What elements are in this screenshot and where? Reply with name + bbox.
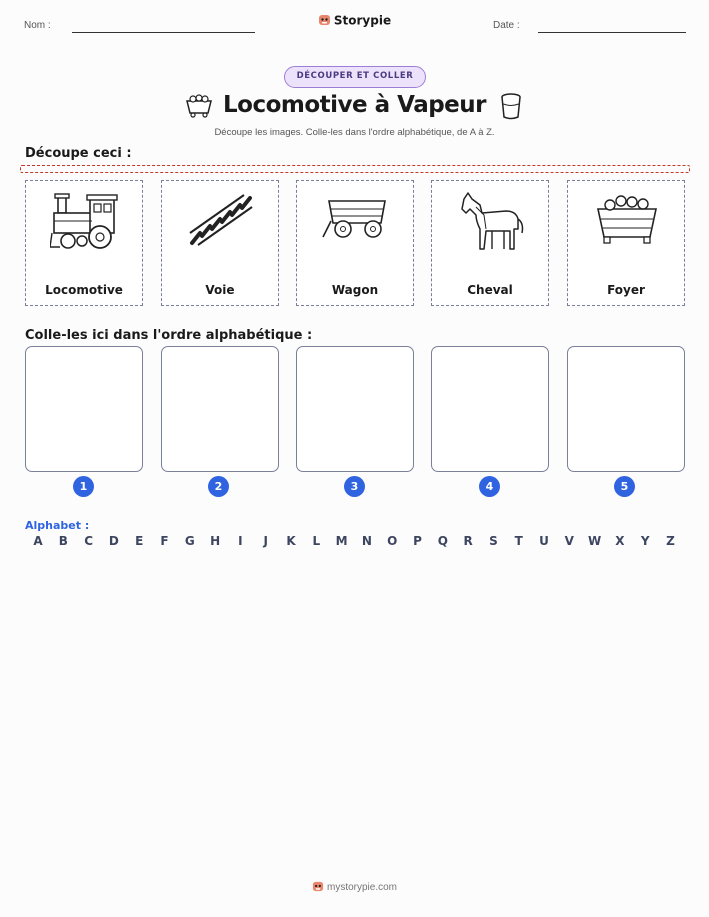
alphabet-letter: X xyxy=(615,534,625,548)
rail-track-icon xyxy=(186,189,256,253)
alphabet-letter: O xyxy=(387,534,398,548)
alphabet-letter: T xyxy=(514,534,523,548)
alphabet-letter: D xyxy=(108,534,119,548)
alphabet-letter: N xyxy=(361,534,372,548)
alphabet-letter: F xyxy=(160,534,169,548)
alphabet-letter: B xyxy=(58,534,68,548)
alphabet-letter: I xyxy=(238,534,243,548)
cut-card-wagon[interactable] xyxy=(296,180,414,306)
number-badge: 4 xyxy=(479,476,500,497)
alphabet-letter: Q xyxy=(437,534,448,548)
alphabet-letter: M xyxy=(335,534,348,548)
paste-box-3[interactable] xyxy=(296,346,414,472)
brand xyxy=(0,13,709,29)
card-label: Foyer xyxy=(607,283,645,297)
brand-name: Storypie xyxy=(333,13,392,28)
number-badge: 3 xyxy=(344,476,365,497)
alphabet-letter: C xyxy=(84,534,93,548)
locomotive-icon xyxy=(50,189,120,253)
alphabet-letter: Z xyxy=(666,534,675,548)
card-label: Locomotive xyxy=(45,283,123,297)
number-badge: 5 xyxy=(614,476,635,497)
alphabet-letter: S xyxy=(489,534,498,548)
alphabet-letter: J xyxy=(263,534,268,548)
horse-icon xyxy=(456,189,526,253)
paste-box-2[interactable] xyxy=(161,346,279,472)
paste-section-heading: Colle-les ici dans l'ordre alphabétique : xyxy=(25,328,313,343)
alphabet-letter: K xyxy=(286,534,296,548)
footer xyxy=(0,880,709,895)
date-line[interactable] xyxy=(538,32,686,33)
name-label: Nom : xyxy=(24,20,51,31)
paste-box-1[interactable] xyxy=(25,346,143,472)
date-label: Date : xyxy=(493,20,520,31)
cut-card-locomotive[interactable] xyxy=(25,180,143,306)
paste-box-5[interactable] xyxy=(567,346,685,472)
alphabet-label: Alphabet : xyxy=(25,519,90,532)
wagon-icon xyxy=(321,189,391,253)
storypie-logo-icon xyxy=(318,13,331,29)
paste-box-4[interactable] xyxy=(431,346,549,472)
alphabet-letter: E xyxy=(135,534,144,548)
firebox-icon xyxy=(592,189,662,253)
storypie-logo-icon xyxy=(312,880,324,895)
cut-line xyxy=(20,165,690,173)
alphabet-letter: W xyxy=(587,534,602,548)
instructions: Découpe les images. Colle-les dans l'ordre alphabétique, de A à Z. xyxy=(214,127,495,138)
alphabet-letter: P xyxy=(413,534,422,548)
number-badge: 2 xyxy=(208,476,229,497)
alphabet-letter: A xyxy=(33,534,43,548)
alphabet-letter: L xyxy=(312,534,321,548)
activity-badge: DÉCOUPER ET COLLER xyxy=(284,66,426,88)
alphabet-row xyxy=(25,534,685,550)
name-line[interactable] xyxy=(72,32,255,33)
card-label: Cheval xyxy=(467,283,513,297)
page-title: Locomotive à Vapeur xyxy=(222,92,486,118)
alphabet-letter: U xyxy=(539,534,549,548)
cut-section-heading: Découpe ceci : xyxy=(25,146,132,161)
cut-card-foyer[interactable] xyxy=(567,180,685,306)
alphabet-letter: V xyxy=(564,534,574,548)
footer-url[interactable]: mystorypie.com xyxy=(326,882,397,894)
card-label: Voie xyxy=(205,283,235,297)
alphabet-letter: H xyxy=(210,534,221,548)
card-label: Wagon xyxy=(331,283,379,297)
number-badge: 1 xyxy=(73,476,94,497)
alphabet-letter: G xyxy=(184,534,195,548)
cut-card-cheval[interactable] xyxy=(431,180,549,306)
alphabet-letter: Y xyxy=(640,534,650,548)
cut-card-voie[interactable] xyxy=(161,180,279,306)
alphabet-letter: R xyxy=(463,534,473,548)
bucket-icon xyxy=(500,92,522,124)
